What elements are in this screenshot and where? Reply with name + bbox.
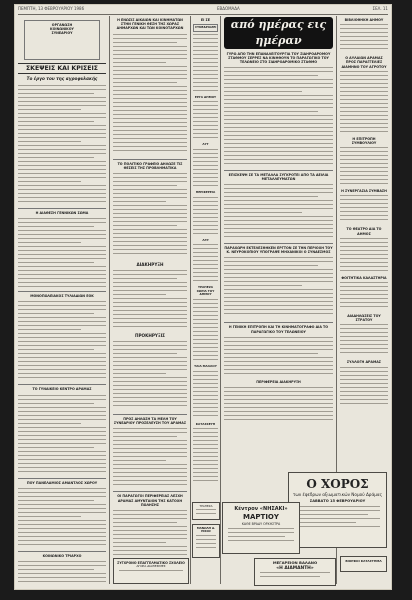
narrow-heading: ΤΑΙΑ ΜΑΛΛΟΥ [194,363,217,368]
nisaki-ad-title: Κέντρον «ΝΗΣΑΚΙ» [234,506,288,512]
article-heading: ΕΠΙΣΚΕΨΗ ΣΕ ΤΑ ΜΕΤΑΛΛΑ ΣΥΓΚΡΟΤΕΙ ΑΠΟ ΤΑ ΔΕΙΛΙΑ ΜΕΤΑΛΛΕΥΜΑΤΩΝ [224,170,333,181]
column-3-text-block-2 [193,101,218,141]
bank-ad-title: ΜΕΓΑΡΕΙΟΝ ΒΑΛΑΝΟ [272,560,318,565]
column-3-text-block-7 [193,371,218,421]
shop-notice-box [340,556,387,572]
section-subheading: Το έργο του της αγροφυλακής [26,76,98,81]
narrow-boxed-text: ΣΥΝΕΔΡΙΑΖΕΙ [195,25,217,30]
choros-ad-title: Ο ΧΟΡΟΣ [306,477,369,491]
lead-heading: ΓΥΡΩ ΑΠΟ ΤΗΝ ΕΠΑΝΑΛΕΙΤΟΥΡΓΙΑ ΤΟΥ ΣΙΔΗΡΟΔΡΟΜΟΥ ΣΤΑΘΜΟΥ ΣΕΡΡΕΣ ΝΑ ΚΙΝΗΘΟΥΝ ΤΟ ΠΑΡΑΓΩΓΙΚΟ ΤΟΥ ΤΕΛΩΝΕΙΟ ΣΤΟ ΣΙΔΗΡΟΔΡΟΜΙΚΟ ΣΤΑΘΜΟ [226,52,331,65]
article-heading: Η ΕΝΩΣΙΣ ΔΙΚΑΙΩΝ ΚΑΙ ΚΙΝΗΜΑΤΩΝ ΣΤΗΝ ΓΕΝΙΚΗ ΘΕΣΗ ΤΗΣ ΧΩΡΑΣ ΔΗΜΑΡΧΩΝ ΚΑΙ ΤΩΝ ΚΟΙΝΟΤΑΡΧΩΝ [116,18,184,31]
page-header [18,6,388,14]
column-1-text-block-4 [18,395,106,475]
right-heading: Ο ΑΥΛΑΙΩΝ ΔΡΑΜΑΣ ΠΡΟΣ ΠΑΡΑΓΓΕΛΙΕΣ ΔΙΑΜΗΝΟ ΤΟΥ ΑΓΡΟΤΟΥ [341,56,387,69]
article-heading: ΟΙ ΠΑΡΑΓΩΓΟΙ ΠΕΡΙΦΕΡΕΙΑΣ ΛΕΣΧΗ ΔΡΑΜΑΣ ΑΜΥΝΤΑΙΟΝ ΤΗΣ ΚΑΤΟΧΗ ΠΩΛΗΣΗΣ [113,491,187,507]
bank-ad-subtitle: «Η ΔΙΑΜΑΝΤΗ» [276,565,314,571]
shop-notice-title: ΒΙΟΡΦΟΙ ΚΑΤΑΣΤΗΜΑ [345,559,382,563]
choros-ad-subtitle: των έφεδρων αξιωματικών Νομού Δράμας [292,492,383,497]
column-5-text-block-5 [340,238,388,274]
narrow-heading: ΑΥΓ [202,142,209,147]
small-notice-title: ΜΑΝΩΛΗ Δ. ΠΙΚΟΣ [196,526,216,534]
article-heading: ΤΟ ΠΟΛΙΤΙΚΟ ΓΡΑΦΕΙΟ ΔΗΛΩΣΕ ΤΙΣ ΘΕΣΕΙΣ ΤΗΣ ΠΡΟΒΛΗΜΑΤΙΚΑ [113,159,187,170]
school-notice-box [113,558,189,584]
article-heading: ΠΡΟΣ ΔΗΛΩΣΗ ΤΑ ΜΕΛΗ ΤΟΥ ΣΥΝΕΔΡΙΟΥ ΠΡΟΣΕΛΕΥΣΗ ΤΟΥ ΔΡΑΜΑΣ [113,414,187,425]
column-2-text-block-1 [113,34,187,156]
column-1 [18,16,106,584]
article-heading: ΤΟ ΓΥΝΑΙΚΕΙΟ ΚΕΝΤΡΟ ΔΡΑΜΑΣ [18,384,106,391]
masthead: από ημέρας εις ημέραν [224,17,333,49]
column-5-text-block-6 [340,282,388,312]
column-3-text-block-5 [193,244,218,284]
column-2-text-block-3 [113,270,187,330]
column-rule [109,16,110,584]
narrow-heading: ΠΕΡΙΦΕΡΕΙΑ [195,189,216,194]
column-4-text-block-5 [224,387,333,423]
nisaki-ad-subtitle: ΜΑΡΤΙΟΥ [243,513,279,521]
right-heading: ΣΥΛΛΟΓΗ ΔΡΑΜΑΣ [346,360,382,365]
choros-ad [288,472,387,548]
column-5-text-block-2 [340,71,388,135]
column-2-text-block-5 [113,428,187,488]
intro-line-3: ΣΥΝΕΔΡΙΟΥ [51,31,73,36]
right-heading: ΒΙΒΛΙΟΘΗΚΗ ΔΗΜΟΥ [344,18,384,22]
narrow-heading: ΑΓΡ [202,237,209,242]
narrow-heading: ΚΑΤΑΣΚΕΥΗ [195,421,216,426]
column-2 [113,16,187,584]
newspaper-paper [14,4,392,590]
column-2-text-block-4 [113,341,187,411]
column-rule [220,16,221,584]
article-heading: ΠΑΡΑΧΩΡΗ ΕΚΤΕΛΕΣΘΗΚΕΝ ΕΡΓΤΟΝ ΣΕ ΤΗΝ ΠΕΡΙΟΧΗ ΤΟΥ Κ. ΝΕΥΡΟΚΟΠΙΟΥ ΥΠΟΓΡΑΨΕ ΜΗΧΑΝΙΚΟΙ Ο ΣΥΝΔΕΣΜΟΣ [224,243,333,254]
column-3 [193,16,218,584]
column-3-text-block-4 [193,197,218,237]
bank-ad [254,558,336,586]
column-4-text-block-2 [224,184,333,240]
header-rule [18,14,388,15]
column-1-text-block-5 [18,488,106,548]
article-heading: Η ΔΙΑΘΕΣΗ ΓΕΝΝΙΚΩΝ ΣΩΜΑ [18,208,106,215]
column-3-text-block-6 [193,299,218,363]
column-4-text-block-1 [224,67,333,167]
narrow-heading: ΕΙ ΣΕ [200,18,211,22]
header-page: ΣΕΛ. 11 [372,6,388,11]
narrow-boxed-heading [193,24,218,32]
column-5-text-block-4 [340,195,388,225]
right-heading: Η ΣΥΝΕΡΓΑΣΙΑ ΣΥΜΒΑΣΗ [341,189,387,194]
header-date: ΠΕΜΠΤΗ, 13 ΦΕΒΡΟΥΑΡΙΟΥ 1986 [18,6,85,11]
column-1-text-block-2 [18,218,106,288]
right-heading: ΦΟΙΤΗΤΙΚΑ ΚΑΛΑΣΤΗΡΙΑ [341,275,387,280]
school-notice-title: ΣΥΓΧΡΟΝΟ ΕΠΑΓΓΕΛΜΑΤΙΚΟ ΣΧΟΛΕΙΟ [117,561,185,565]
narrow-heading: ΕΡΓΑ ΔΗΜΟΥ [194,94,217,99]
column-5-text-block-7 [340,324,388,358]
column-2-text-block-2 [113,173,187,259]
article-heading: Η ΓΕΝΙΚΗ ΕΠΙΤΡΟΠΗ ΚΑΙ ΤΗ ΚΙΝΗΜΑΤΟΓΡΑΦΟ ΔΙΑ ΤΟ ΠΑΡΑΓΩΓΙΚΟ ΤΟΥ ΤΕΛΩΝΕΙΟΥ [224,322,333,333]
column-3-text-block-1 [193,34,218,94]
choros-ad-detail: ΣΑΒΒΑΤΟ 15 ΦΕΒΡΟΥΑΡΙΟΥ [309,499,366,503]
column-3-text-block-8 [193,428,218,488]
column-5-text-block-1 [340,24,388,54]
article-heading: ΠΟΥ ΠΑΝΕΛΑΜΙΟΣ ΑΜΑΝΤΛΟΣ ΧΩΡΟΥ [18,478,106,485]
column-5-text-block-8 [340,367,388,407]
article-heading: ΔΙΑΚΗΡΥΞΗ [136,262,164,268]
right-heading: ΔΙΑΔΗΛΩΣΕΙΣ ΤΟΥ ΣΤΡΑΤΟΥ [347,314,381,323]
small-bank-box [192,502,220,520]
intro-box [24,20,100,60]
column-5-text-block-3 [340,147,388,187]
section-heading: ΣΚΕΨΕΙΣ ΚΑΙ ΚΡΙΣΕΙΣ [18,63,106,74]
intro-line-1: ΟΡΓΑΝΩΣΗ [51,23,73,27]
school-notice-subtitle: ΑΓΟΡΑ ΔΙΑΘΕΣΙΜΕΣ [136,564,166,568]
nisaki-ad-note: ΚΑΘΕ ΒΡΑΔΥ ΟΡΧΗΣΤΡΑ [241,522,281,526]
article-heading: ΠΕΡΙΦΕΡΕΙΑ ΔΙΑΚΗΡΥΞΗ [256,379,301,384]
small-bank-title: ΤΡΑΠΕΖΑ [199,504,213,508]
column-1-text-block-6 [18,561,106,584]
article-heading: ΜΟΝΟΠΩΛΕΙΑΚΟΣ ΤΥΛΙΑΔΙΩΝ ΕΟΚ [18,291,106,298]
article-heading: ΠΡΟΚΗΡΥΞΙΣ [134,333,166,339]
column-3-text-block-3 [193,149,218,189]
column-4-text-block-4 [224,337,333,377]
right-heading: Η ΕΠΙΤΡΟΠΗ ΣΥΜΒΟΥΛΙΟΥ [351,136,377,146]
small-notice-box [192,524,220,558]
column-rule [190,16,191,584]
column-4-text-block-3 [224,257,333,319]
column-1-text-block-1 [18,85,106,205]
intro-line-2: ΚΟΙΝΩΝΙΚΟΥ [50,27,74,32]
column-1-text-block-3 [18,301,106,381]
right-heading: ΤΟ ΘΕΑΤΡΟ ΔΙΑ ΤΟ ΔΗΜΟΣ [346,227,382,236]
nisaki-ad [222,502,300,554]
article-heading: ΚΟΙΝΩΝΙΚΟ ΤΡΙΑΡΧΟ [18,551,106,558]
header-title: ΕΒΔΟΜΑΔΑ [216,6,240,11]
narrow-heading: ΤΡΑΠΕΖΑ ΧΩΡΙΑ ΤΟΥ ΔΗΜΟΥ [196,285,215,297]
